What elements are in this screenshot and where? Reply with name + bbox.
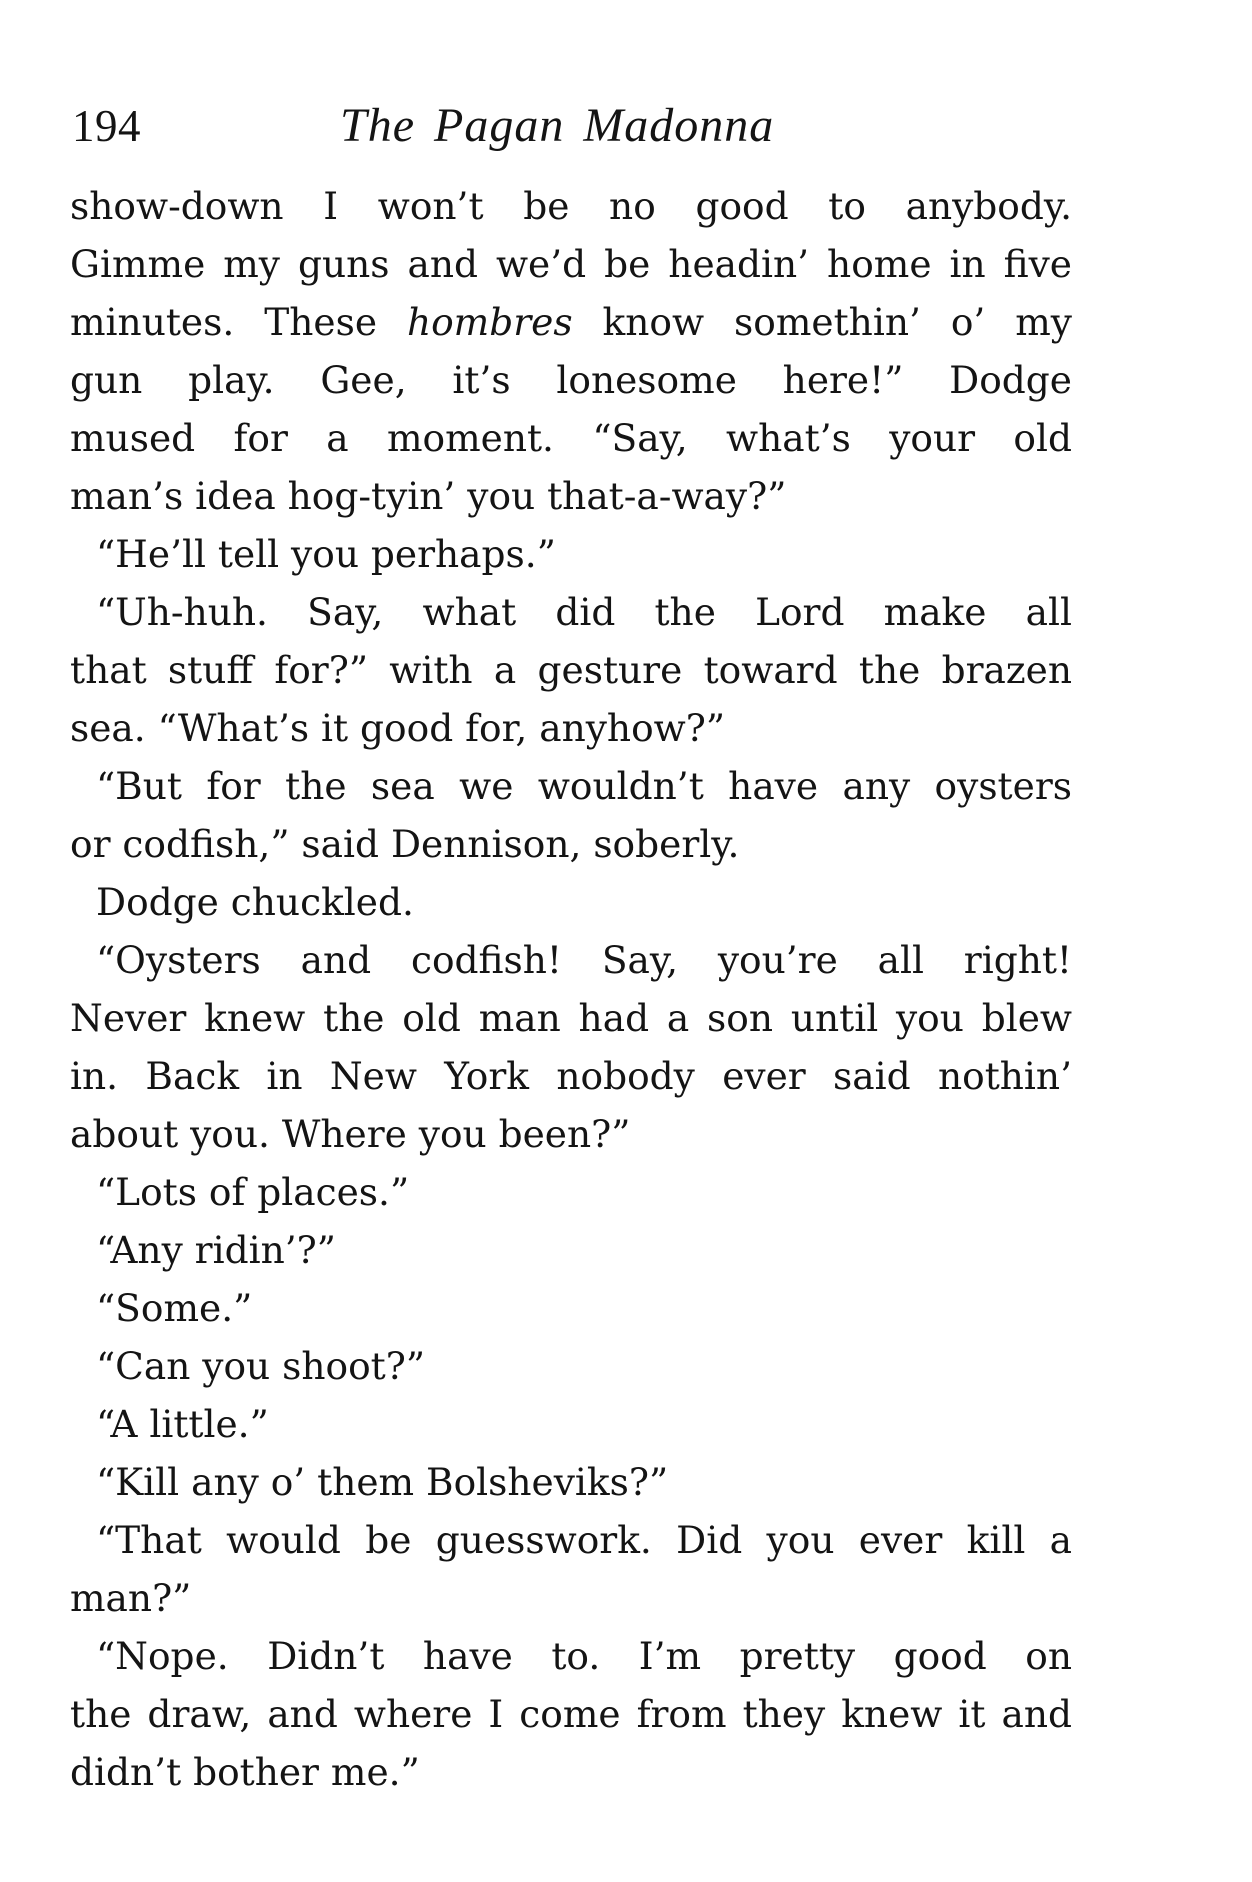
text-line: that stuff for?” with a gesture toward the brazen (70, 648, 1072, 692)
text-line: Dodge chuckled. (96, 880, 414, 924)
text-line: “Nope. Didn’t have to. I’m pretty good on (96, 1634, 1072, 1678)
text-line: in. Back in New York nobody ever said nothin’ (70, 1054, 1072, 1098)
running-title: The Pagan Madonna (340, 99, 775, 152)
text-line: “Oysters and codfish! Say, you’re all right! (96, 938, 1072, 982)
text-line: “He’ll tell you perhaps.” (96, 532, 556, 576)
page-number: 194 (72, 101, 141, 151)
text-line: “Some.” (96, 1286, 253, 1330)
text-line: man’s idea hog-tyin’ you that-a-way?” (70, 474, 787, 518)
text-line: sea. “What’s it good for, anyhow?” (70, 706, 726, 750)
text-line: man?” (70, 1576, 192, 1620)
text-line: “That would be guesswork. Did you ever kill a (96, 1518, 1072, 1562)
text-line: about you. Where you been?” (70, 1112, 631, 1156)
text-line: Never knew the old man had a son until you blew (70, 996, 1072, 1040)
text-line: show-down I won’t be no good to anybody. (70, 184, 1072, 228)
text-line: “But for the sea we wouldn’t have any oysters (96, 764, 1072, 808)
running-head (72, 96, 1072, 156)
body-text (70, 177, 1072, 1801)
text-span: minutes. These (70, 300, 378, 344)
text-line: “Kill any o’ them Bolsheviks?” (96, 1460, 669, 1504)
text-line: gun play. Gee, it’s lonesome here!” Dodge (70, 358, 1072, 402)
text-span: know somethin’ o’ my (572, 300, 1072, 344)
text-line: didn’t bother me.” (70, 1750, 420, 1794)
text-line: “Any ridin’?” (96, 1228, 336, 1272)
text-line: “Lots of places.” (96, 1170, 410, 1214)
text-line: the draw, and where I come from they knew it and (70, 1692, 1072, 1736)
italic-word: hombres (406, 300, 573, 344)
text-line: Gimme my guns and we’d be headin’ home in five (70, 242, 1072, 286)
text-line: “A little.” (96, 1402, 269, 1446)
text-line (70, 293, 1072, 351)
text-line: “Uh-huh. Say, what did the Lord make all (96, 590, 1072, 634)
text-line: or codfish,” said Dennison, soberly. (70, 822, 740, 866)
text-line: “Can you shoot?” (96, 1344, 426, 1388)
text-line: mused for a moment. “Say, what’s your old (70, 416, 1072, 460)
